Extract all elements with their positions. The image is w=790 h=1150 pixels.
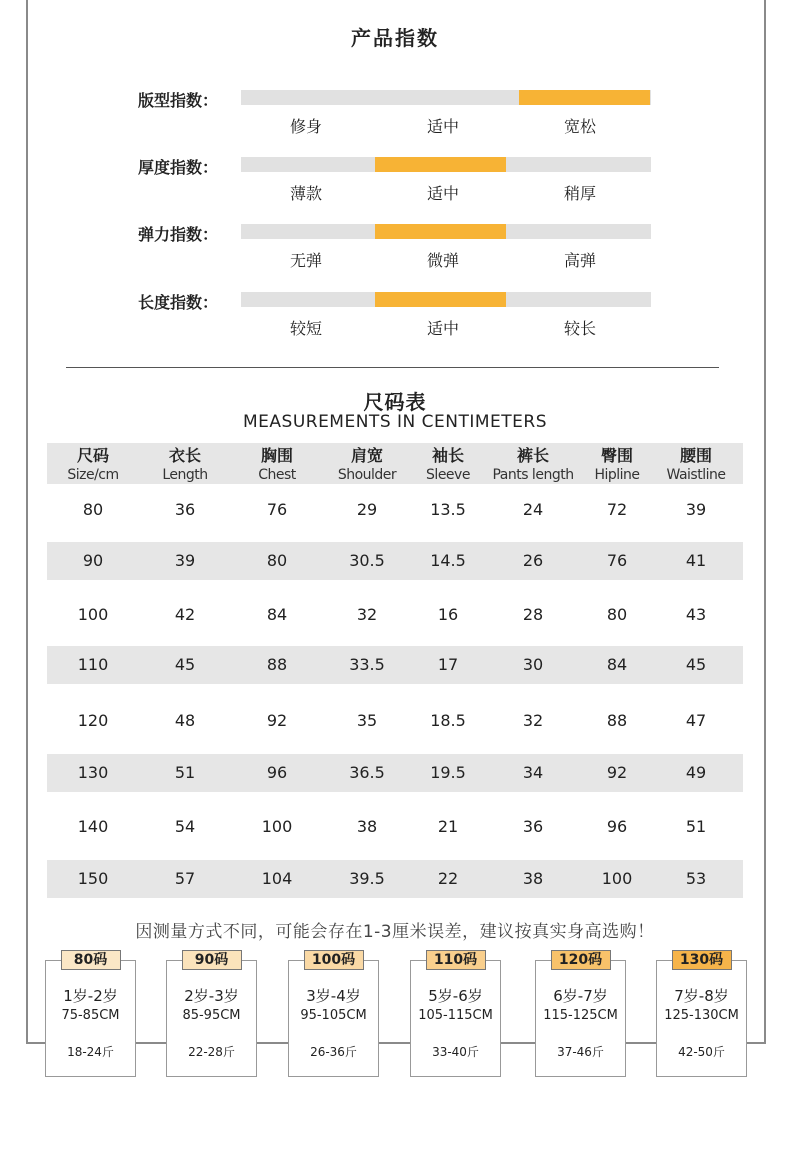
table-cell: 80 bbox=[606, 605, 628, 624]
table-cell: 32 bbox=[522, 711, 544, 730]
table-cell: 14.5 bbox=[430, 551, 466, 570]
size-card bbox=[166, 952, 257, 1077]
table-cell: 72 bbox=[606, 500, 628, 519]
table-cell: 42 bbox=[174, 605, 196, 624]
table-cell: 24 bbox=[522, 500, 544, 519]
index-option: 稍厚 bbox=[563, 184, 596, 203]
size-card-age: 3岁-4岁 bbox=[306, 987, 361, 1005]
table-cell: 110 bbox=[77, 655, 109, 674]
table-cell: 41 bbox=[685, 551, 707, 570]
index-option: 修身 bbox=[289, 117, 322, 136]
table-row bbox=[47, 860, 743, 898]
table-cell: 26 bbox=[522, 551, 544, 570]
table-cell: 33.5 bbox=[349, 655, 385, 674]
size-card bbox=[656, 952, 747, 1077]
table-cell: 88 bbox=[606, 711, 628, 730]
table-cell: 18.5 bbox=[430, 711, 466, 730]
table-row bbox=[47, 596, 743, 634]
size-card-weight: 37-46斤 bbox=[557, 1045, 604, 1059]
column-header-en: Chest bbox=[258, 467, 296, 483]
column-header bbox=[646, 446, 746, 484]
size-card-age: 1岁-2岁 bbox=[63, 987, 118, 1005]
index-bar-highlight bbox=[375, 157, 506, 172]
table-row bbox=[47, 542, 743, 580]
index-row bbox=[0, 90, 790, 150]
table-cell: 92 bbox=[606, 763, 628, 782]
table-cell: 30.5 bbox=[349, 551, 385, 570]
table-cell: 47 bbox=[685, 711, 707, 730]
size-card-badge: 120码 bbox=[551, 950, 611, 970]
table-cell: 45 bbox=[174, 655, 196, 674]
size-table-header bbox=[47, 443, 743, 484]
table-cell: 80 bbox=[266, 551, 288, 570]
table-cell: 28 bbox=[522, 605, 544, 624]
index-bar bbox=[241, 90, 651, 105]
column-header-en: Waistline bbox=[666, 467, 726, 483]
index-row bbox=[0, 157, 790, 217]
table-cell: 80 bbox=[82, 500, 104, 519]
index-bar-highlight bbox=[375, 224, 506, 239]
size-card bbox=[410, 952, 501, 1077]
table-cell: 19.5 bbox=[430, 763, 466, 782]
index-bar bbox=[241, 292, 651, 307]
column-header-cn: 裤长 bbox=[516, 446, 549, 465]
table-cell: 39 bbox=[685, 500, 707, 519]
size-card-badge: 80码 bbox=[61, 950, 121, 970]
table-cell: 96 bbox=[266, 763, 288, 782]
size-card-badge: 130码 bbox=[672, 950, 732, 970]
table-cell: 39.5 bbox=[349, 869, 385, 888]
table-cell: 104 bbox=[261, 869, 293, 888]
index-label: 长度指数： bbox=[138, 293, 219, 312]
table-row bbox=[47, 646, 743, 684]
table-cell: 140 bbox=[77, 817, 109, 836]
size-card-height: 85-95CM bbox=[182, 1008, 241, 1023]
column-header bbox=[135, 446, 235, 484]
index-option: 适中 bbox=[426, 117, 459, 136]
table-cell: 29 bbox=[356, 500, 378, 519]
size-card bbox=[535, 952, 626, 1077]
size-card-age: 7岁-8岁 bbox=[674, 987, 729, 1005]
table-cell: 17 bbox=[437, 655, 459, 674]
size-card-weight: 22-28斤 bbox=[188, 1045, 235, 1059]
table-row bbox=[47, 754, 743, 792]
index-option: 适中 bbox=[426, 184, 459, 203]
column-header-cn: 袖长 bbox=[431, 446, 464, 465]
table-cell: 88 bbox=[266, 655, 288, 674]
size-card-weight: 18-24斤 bbox=[67, 1045, 114, 1059]
size-card-height: 105-115CM bbox=[418, 1008, 493, 1023]
size-card-weight: 42-50斤 bbox=[678, 1045, 725, 1059]
column-header bbox=[43, 446, 143, 484]
table-cell: 150 bbox=[77, 869, 109, 888]
table-cell: 43 bbox=[685, 605, 707, 624]
index-option: 无弹 bbox=[289, 251, 322, 270]
size-card-weight: 26-36斤 bbox=[310, 1045, 357, 1059]
column-header-en: Shoulder bbox=[337, 467, 397, 483]
index-option: 高弹 bbox=[563, 251, 596, 270]
index-bar-highlight bbox=[519, 90, 650, 105]
index-label: 厚度指数： bbox=[138, 158, 219, 177]
table-cell: 84 bbox=[266, 605, 288, 624]
column-header-en: Size/cm bbox=[67, 467, 119, 483]
table-cell: 54 bbox=[174, 817, 196, 836]
column-header bbox=[227, 446, 327, 484]
table-cell: 53 bbox=[685, 869, 707, 888]
size-card-badge: 100码 bbox=[304, 950, 364, 970]
index-label: 弹力指数： bbox=[138, 225, 219, 244]
size-card-age: 5岁-6岁 bbox=[428, 987, 483, 1005]
index-bar bbox=[241, 157, 651, 172]
table-cell: 34 bbox=[522, 763, 544, 782]
size-card-height: 125-130CM bbox=[664, 1008, 739, 1023]
column-header-cn: 肩宽 bbox=[350, 446, 383, 465]
size-chart-subtitle: MEASUREMENTS IN CENTIMETERS bbox=[242, 412, 548, 432]
table-cell: 120 bbox=[77, 711, 109, 730]
index-option: 宽松 bbox=[563, 117, 596, 136]
table-cell: 100 bbox=[601, 869, 633, 888]
table-cell: 84 bbox=[606, 655, 628, 674]
table-cell: 13.5 bbox=[430, 500, 466, 519]
product-index-title: 产品指数 bbox=[351, 26, 439, 50]
column-header-en: Sleeve bbox=[426, 467, 470, 483]
table-cell: 76 bbox=[606, 551, 628, 570]
index-bar-highlight bbox=[375, 292, 506, 307]
table-row bbox=[47, 491, 743, 529]
frame-bottom-border bbox=[26, 1042, 766, 1044]
column-header-cn: 胸围 bbox=[260, 446, 293, 465]
table-row bbox=[47, 702, 743, 740]
table-cell: 36 bbox=[174, 500, 196, 519]
table-row bbox=[47, 808, 743, 846]
column-header-cn: 臀围 bbox=[600, 446, 633, 465]
table-cell: 90 bbox=[82, 551, 104, 570]
table-cell: 32 bbox=[356, 605, 378, 624]
index-row bbox=[0, 292, 790, 352]
size-card-height: 95-105CM bbox=[300, 1008, 367, 1023]
table-cell: 92 bbox=[266, 711, 288, 730]
size-card bbox=[288, 952, 379, 1077]
table-cell: 100 bbox=[261, 817, 293, 836]
table-cell: 57 bbox=[174, 869, 196, 888]
table-cell: 130 bbox=[77, 763, 109, 782]
size-card-badge: 110码 bbox=[426, 950, 486, 970]
table-cell: 22 bbox=[437, 869, 459, 888]
table-cell: 21 bbox=[437, 817, 459, 836]
index-bar bbox=[241, 224, 651, 239]
table-cell: 96 bbox=[606, 817, 628, 836]
column-header-en: Pants length bbox=[492, 467, 574, 483]
table-cell: 76 bbox=[266, 500, 288, 519]
index-option: 较短 bbox=[289, 319, 322, 338]
table-cell: 38 bbox=[522, 869, 544, 888]
table-cell: 49 bbox=[685, 763, 707, 782]
size-card-weight: 33-40斤 bbox=[432, 1045, 479, 1059]
table-cell: 16 bbox=[437, 605, 459, 624]
table-cell: 36.5 bbox=[349, 763, 385, 782]
table-cell: 45 bbox=[685, 655, 707, 674]
column-header-en: Length bbox=[162, 467, 208, 483]
column-header-en: Hipline bbox=[594, 467, 640, 483]
size-chart-title: 尺码表 bbox=[363, 390, 427, 414]
table-cell: 38 bbox=[356, 817, 378, 836]
measurement-note: 因测量方式不同，可能会存在1-3厘米误差，建议按真实身高选购！ bbox=[135, 922, 655, 942]
index-option: 微弹 bbox=[426, 251, 459, 270]
index-label: 版型指数： bbox=[138, 91, 219, 110]
column-header-cn: 腰围 bbox=[679, 446, 712, 465]
index-option: 较长 bbox=[563, 319, 596, 338]
size-card-age: 2岁-3岁 bbox=[184, 987, 239, 1005]
section-divider bbox=[66, 367, 719, 368]
size-card bbox=[45, 952, 136, 1077]
table-cell: 35 bbox=[356, 711, 378, 730]
column-header-cn: 尺码 bbox=[76, 446, 109, 465]
size-card-age: 6岁-7岁 bbox=[553, 987, 608, 1005]
column-header-cn: 衣长 bbox=[168, 446, 201, 465]
table-cell: 48 bbox=[174, 711, 196, 730]
size-card-height: 75-85CM bbox=[61, 1008, 120, 1023]
index-row bbox=[0, 224, 790, 284]
table-cell: 100 bbox=[77, 605, 109, 624]
table-cell: 39 bbox=[174, 551, 196, 570]
table-cell: 30 bbox=[522, 655, 544, 674]
index-option: 薄款 bbox=[289, 184, 322, 203]
size-card-height: 115-125CM bbox=[543, 1008, 618, 1023]
table-cell: 36 bbox=[522, 817, 544, 836]
table-cell: 51 bbox=[685, 817, 707, 836]
size-card-badge: 90码 bbox=[182, 950, 242, 970]
table-cell: 51 bbox=[174, 763, 196, 782]
index-option: 适中 bbox=[426, 319, 459, 338]
